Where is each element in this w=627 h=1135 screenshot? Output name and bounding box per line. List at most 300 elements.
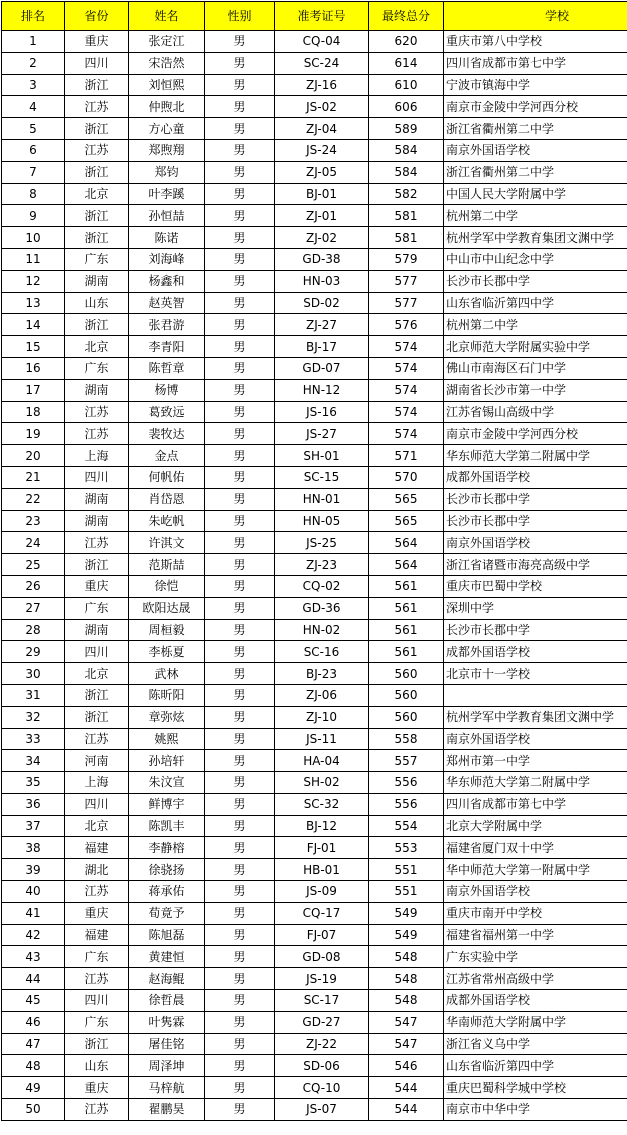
exam-id-cell: ZJ-02 — [275, 227, 369, 249]
score-cell: 548 — [369, 968, 444, 990]
name-cell: 章弥炫 — [129, 706, 205, 728]
name-cell: 徐恺 — [129, 575, 205, 597]
table-row — [2, 205, 627, 227]
exam-id-cell: GD-07 — [275, 357, 369, 379]
table-body — [2, 31, 627, 1121]
rank-cell: 5 — [2, 118, 65, 140]
province-cell: 浙江 — [65, 161, 129, 183]
rank-cell: 50 — [2, 1099, 65, 1121]
exam-id-cell: BJ-23 — [275, 663, 369, 685]
header-school: 学校 — [444, 2, 627, 31]
name-cell: 马梓航 — [129, 1077, 205, 1099]
rank-cell: 22 — [2, 488, 65, 510]
exam-id-cell: JS-27 — [275, 423, 369, 445]
school-cell: 长沙市长郡中学 — [444, 510, 627, 532]
school-cell: 佛山市南海区石门中学 — [444, 357, 627, 379]
exam-id-cell: CQ-04 — [275, 31, 369, 53]
province-cell: 浙江 — [65, 314, 129, 336]
school-cell: 长沙市长郡中学 — [444, 619, 627, 641]
table-row — [2, 532, 627, 554]
school-cell: 南京外国语学校 — [444, 728, 627, 750]
score-cell: 546 — [369, 1055, 444, 1077]
rank-cell: 36 — [2, 793, 65, 815]
ranking-table — [1, 1, 627, 1121]
name-cell: 陈凯丰 — [129, 815, 205, 837]
exam-id-cell: BJ-17 — [275, 336, 369, 358]
rank-cell: 33 — [2, 728, 65, 750]
province-cell: 江苏 — [65, 423, 129, 445]
school-cell: 南京外国语学校 — [444, 881, 627, 903]
name-cell: 仲煦北 — [129, 96, 205, 118]
header-gender: 性别 — [205, 2, 275, 31]
table-row — [2, 161, 627, 183]
table-row — [2, 488, 627, 510]
rank-cell: 14 — [2, 314, 65, 336]
rank-cell: 42 — [2, 924, 65, 946]
rank-cell: 3 — [2, 74, 65, 96]
province-cell: 湖南 — [65, 270, 129, 292]
header-rank: 排名 — [2, 2, 65, 31]
school-cell: 成都外国语学校 — [444, 466, 627, 488]
exam-id-cell: CQ-17 — [275, 902, 369, 924]
rank-cell: 13 — [2, 292, 65, 314]
rank-cell: 10 — [2, 227, 65, 249]
exam-id-cell: ZJ-16 — [275, 74, 369, 96]
table-row — [2, 619, 627, 641]
rank-cell: 35 — [2, 772, 65, 794]
exam-id-cell: HB-01 — [275, 859, 369, 881]
province-cell: 北京 — [65, 663, 129, 685]
rank-cell: 38 — [2, 837, 65, 859]
exam-id-cell: SD-06 — [275, 1055, 369, 1077]
rank-cell: 8 — [2, 183, 65, 205]
score-cell: 574 — [369, 379, 444, 401]
province-cell: 浙江 — [65, 74, 129, 96]
gender-cell: 男 — [205, 881, 275, 903]
table-row — [2, 750, 627, 772]
table-row — [2, 663, 627, 685]
score-cell: 551 — [369, 859, 444, 881]
exam-id-cell: ZJ-01 — [275, 205, 369, 227]
exam-id-cell: GD-27 — [275, 1011, 369, 1033]
table-row — [2, 554, 627, 576]
table-row — [2, 772, 627, 794]
gender-cell: 男 — [205, 772, 275, 794]
gender-cell: 男 — [205, 990, 275, 1012]
rank-cell: 9 — [2, 205, 65, 227]
table-row — [2, 968, 627, 990]
score-cell: 556 — [369, 772, 444, 794]
table-row — [2, 379, 627, 401]
school-cell: 南京市金陵中学河西分校 — [444, 423, 627, 445]
score-cell: 610 — [369, 74, 444, 96]
name-cell: 张君游 — [129, 314, 205, 336]
name-cell: 姚熙 — [129, 728, 205, 750]
name-cell: 葛致远 — [129, 401, 205, 423]
school-cell: 江苏省常州高级中学 — [444, 968, 627, 990]
name-cell: 宋浩然 — [129, 52, 205, 74]
exam-id-cell: SC-24 — [275, 52, 369, 74]
gender-cell: 男 — [205, 859, 275, 881]
province-cell: 四川 — [65, 52, 129, 74]
gender-cell: 男 — [205, 684, 275, 706]
province-cell: 广东 — [65, 946, 129, 968]
province-cell: 江苏 — [65, 881, 129, 903]
province-cell: 广东 — [65, 1011, 129, 1033]
rank-cell: 16 — [2, 357, 65, 379]
table-row — [2, 597, 627, 619]
exam-id-cell: JS-02 — [275, 96, 369, 118]
rank-cell: 20 — [2, 445, 65, 467]
exam-id-cell: SD-02 — [275, 292, 369, 314]
exam-id-cell: ZJ-22 — [275, 1033, 369, 1055]
exam-id-cell: ZJ-05 — [275, 161, 369, 183]
school-cell: 山东省临沂第四中学 — [444, 292, 627, 314]
score-cell: 549 — [369, 902, 444, 924]
school-cell: 杭州第二中学 — [444, 205, 627, 227]
table-row — [2, 946, 627, 968]
score-cell: 547 — [369, 1033, 444, 1055]
school-cell: 南京外国语学校 — [444, 139, 627, 161]
rank-cell: 4 — [2, 96, 65, 118]
score-cell: 549 — [369, 924, 444, 946]
province-cell: 湖北 — [65, 859, 129, 881]
province-cell: 浙江 — [65, 118, 129, 140]
gender-cell: 男 — [205, 292, 275, 314]
name-cell: 朱汶宣 — [129, 772, 205, 794]
name-cell: 蒋承佑 — [129, 881, 205, 903]
school-cell: 长沙市长郡中学 — [444, 270, 627, 292]
score-cell: 565 — [369, 488, 444, 510]
rank-cell: 44 — [2, 968, 65, 990]
school-cell: 福建省厦门双十中学 — [444, 837, 627, 859]
score-cell: 614 — [369, 52, 444, 74]
score-cell: 547 — [369, 1011, 444, 1033]
table-row — [2, 139, 627, 161]
school-cell: 北京市十一学校 — [444, 663, 627, 685]
name-cell: 许淇文 — [129, 532, 205, 554]
table-row — [2, 423, 627, 445]
score-cell: 581 — [369, 227, 444, 249]
province-cell: 上海 — [65, 772, 129, 794]
school-cell: 广东实验中学 — [444, 946, 627, 968]
name-cell: 周桓毅 — [129, 619, 205, 641]
score-cell: 570 — [369, 466, 444, 488]
rank-cell: 39 — [2, 859, 65, 881]
header-province: 省份 — [65, 2, 129, 31]
gender-cell: 男 — [205, 314, 275, 336]
gender-cell: 男 — [205, 641, 275, 663]
gender-cell: 男 — [205, 423, 275, 445]
exam-id-cell: CQ-10 — [275, 1077, 369, 1099]
table-row — [2, 445, 627, 467]
gender-cell: 男 — [205, 161, 275, 183]
rank-cell: 30 — [2, 663, 65, 685]
rank-cell: 15 — [2, 336, 65, 358]
name-cell: 屠佳铭 — [129, 1033, 205, 1055]
school-cell: 深圳中学 — [444, 597, 627, 619]
school-cell: 成都外国语学校 — [444, 990, 627, 1012]
rank-cell: 48 — [2, 1055, 65, 1077]
province-cell: 四川 — [65, 641, 129, 663]
school-cell: 杭州学军中学教育集团文渊中学 — [444, 706, 627, 728]
score-cell: 584 — [369, 139, 444, 161]
school-cell: 北京大学附属中学 — [444, 815, 627, 837]
table-row — [2, 728, 627, 750]
school-cell: 华中师范大学第一附属中学 — [444, 859, 627, 881]
province-cell: 江苏 — [65, 1099, 129, 1121]
rank-cell: 26 — [2, 575, 65, 597]
name-cell: 张定江 — [129, 31, 205, 53]
exam-id-cell: BJ-01 — [275, 183, 369, 205]
name-cell: 杨鑫和 — [129, 270, 205, 292]
gender-cell: 男 — [205, 183, 275, 205]
table-row — [2, 815, 627, 837]
school-cell: 长沙市长郡中学 — [444, 488, 627, 510]
gender-cell: 男 — [205, 902, 275, 924]
school-cell: 四川省成都市第七中学 — [444, 793, 627, 815]
school-cell: 重庆市南开中学校 — [444, 902, 627, 924]
name-cell: 孙恒喆 — [129, 205, 205, 227]
province-cell: 湖南 — [65, 510, 129, 532]
rank-cell: 1 — [2, 31, 65, 53]
table-row — [2, 74, 627, 96]
score-cell: 576 — [369, 314, 444, 336]
school-cell: 南京外国语学校 — [444, 532, 627, 554]
score-cell: 577 — [369, 292, 444, 314]
school-cell: 杭州第二中学 — [444, 314, 627, 336]
table-row — [2, 466, 627, 488]
table-row — [2, 1055, 627, 1077]
name-cell: 叶隽霖 — [129, 1011, 205, 1033]
table-row — [2, 1033, 627, 1055]
name-cell: 刘海峰 — [129, 248, 205, 270]
exam-id-cell: ZJ-27 — [275, 314, 369, 336]
school-cell: 北京师范大学附属实验中学 — [444, 336, 627, 358]
table-row — [2, 401, 627, 423]
gender-cell: 男 — [205, 1033, 275, 1055]
rank-cell: 29 — [2, 641, 65, 663]
score-cell: 561 — [369, 575, 444, 597]
name-cell: 陈哲章 — [129, 357, 205, 379]
exam-id-cell: ZJ-23 — [275, 554, 369, 576]
gender-cell: 男 — [205, 248, 275, 270]
rank-cell: 41 — [2, 902, 65, 924]
name-cell: 郑钧 — [129, 161, 205, 183]
exam-id-cell: JS-16 — [275, 401, 369, 423]
province-cell: 湖南 — [65, 488, 129, 510]
score-cell: 574 — [369, 423, 444, 445]
table-row — [2, 902, 627, 924]
school-cell: 福建省福州第一中学 — [444, 924, 627, 946]
score-cell: 564 — [369, 532, 444, 554]
province-cell: 重庆 — [65, 1077, 129, 1099]
school-cell: 浙江省衢州第二中学 — [444, 161, 627, 183]
school-cell: 华东师范大学第二附属中学 — [444, 772, 627, 794]
school-cell: 重庆市巴蜀中学校 — [444, 575, 627, 597]
rank-cell: 21 — [2, 466, 65, 488]
name-cell: 黄建恒 — [129, 946, 205, 968]
gender-cell: 男 — [205, 532, 275, 554]
school-cell: 宁波市镇海中学 — [444, 74, 627, 96]
province-cell: 重庆 — [65, 575, 129, 597]
score-cell: 548 — [369, 946, 444, 968]
province-cell: 浙江 — [65, 205, 129, 227]
score-cell: 558 — [369, 728, 444, 750]
school-cell: 山东省临沂第四中学 — [444, 1055, 627, 1077]
name-cell: 金点 — [129, 445, 205, 467]
gender-cell: 男 — [205, 466, 275, 488]
school-cell: 重庆市第八中学校 — [444, 31, 627, 53]
gender-cell: 男 — [205, 52, 275, 74]
province-cell: 浙江 — [65, 684, 129, 706]
school-cell: 中山市中山纪念中学 — [444, 248, 627, 270]
school-cell: 浙江省义乌中学 — [444, 1033, 627, 1055]
gender-cell: 男 — [205, 728, 275, 750]
name-cell: 欧阳达晟 — [129, 597, 205, 619]
score-cell: 557 — [369, 750, 444, 772]
score-cell: 574 — [369, 401, 444, 423]
name-cell: 何帆佑 — [129, 466, 205, 488]
rank-cell: 31 — [2, 684, 65, 706]
rank-cell: 37 — [2, 815, 65, 837]
province-cell: 山东 — [65, 292, 129, 314]
score-cell: 544 — [369, 1099, 444, 1121]
header-exam-id: 准考证号 — [275, 2, 369, 31]
header-name: 姓名 — [129, 2, 205, 31]
score-cell: 554 — [369, 815, 444, 837]
score-cell: 551 — [369, 881, 444, 903]
name-cell: 徐哲晨 — [129, 990, 205, 1012]
score-cell: 571 — [369, 445, 444, 467]
gender-cell: 男 — [205, 575, 275, 597]
name-cell: 陈昕阳 — [129, 684, 205, 706]
gender-cell: 男 — [205, 96, 275, 118]
score-cell: 582 — [369, 183, 444, 205]
table-row — [2, 706, 627, 728]
province-cell: 浙江 — [65, 554, 129, 576]
gender-cell: 男 — [205, 1077, 275, 1099]
gender-cell: 男 — [205, 815, 275, 837]
exam-id-cell: HA-04 — [275, 750, 369, 772]
exam-id-cell: ZJ-10 — [275, 706, 369, 728]
exam-id-cell: CQ-02 — [275, 575, 369, 597]
school-cell: 浙江省衢州第二中学 — [444, 118, 627, 140]
score-cell: 620 — [369, 31, 444, 53]
gender-cell: 男 — [205, 1055, 275, 1077]
province-cell: 河南 — [65, 750, 129, 772]
province-cell: 福建 — [65, 837, 129, 859]
score-cell: 579 — [369, 248, 444, 270]
exam-id-cell: FJ-07 — [275, 924, 369, 946]
name-cell: 荀竟予 — [129, 902, 205, 924]
score-cell: 574 — [369, 357, 444, 379]
gender-cell: 男 — [205, 924, 275, 946]
province-cell: 福建 — [65, 924, 129, 946]
province-cell: 山东 — [65, 1055, 129, 1077]
school-cell: 湖南省长沙市第一中学 — [444, 379, 627, 401]
exam-id-cell: HN-12 — [275, 379, 369, 401]
exam-id-cell: SC-17 — [275, 990, 369, 1012]
gender-cell: 男 — [205, 837, 275, 859]
name-cell: 徐骁扬 — [129, 859, 205, 881]
score-cell: 561 — [369, 641, 444, 663]
exam-id-cell: GD-38 — [275, 248, 369, 270]
rank-cell: 11 — [2, 248, 65, 270]
rank-cell: 18 — [2, 401, 65, 423]
name-cell: 郑煦翔 — [129, 139, 205, 161]
table-row — [2, 924, 627, 946]
exam-id-cell: ZJ-04 — [275, 118, 369, 140]
rank-cell: 49 — [2, 1077, 65, 1099]
gender-cell: 男 — [205, 31, 275, 53]
gender-cell: 男 — [205, 663, 275, 685]
province-cell: 湖南 — [65, 619, 129, 641]
score-cell: 581 — [369, 205, 444, 227]
exam-id-cell: JS-11 — [275, 728, 369, 750]
table-row — [2, 575, 627, 597]
score-cell: 556 — [369, 793, 444, 815]
school-cell: 南京市中华中学 — [444, 1099, 627, 1121]
table-row — [2, 336, 627, 358]
rank-cell: 32 — [2, 706, 65, 728]
province-cell: 重庆 — [65, 31, 129, 53]
rank-cell: 7 — [2, 161, 65, 183]
name-cell: 陈诺 — [129, 227, 205, 249]
school-cell: 中国人民大学附属中学 — [444, 183, 627, 205]
table-row — [2, 510, 627, 532]
rank-cell: 47 — [2, 1033, 65, 1055]
table-row — [2, 292, 627, 314]
score-cell: 565 — [369, 510, 444, 532]
gender-cell: 男 — [205, 554, 275, 576]
table-row — [2, 859, 627, 881]
score-cell: 589 — [369, 118, 444, 140]
rank-cell: 6 — [2, 139, 65, 161]
province-cell: 江苏 — [65, 401, 129, 423]
gender-cell: 男 — [205, 74, 275, 96]
name-cell: 鲜博宇 — [129, 793, 205, 815]
exam-id-cell: GD-08 — [275, 946, 369, 968]
table-row — [2, 990, 627, 1012]
exam-id-cell: SC-16 — [275, 641, 369, 663]
table-row — [2, 96, 627, 118]
score-cell: 548 — [369, 990, 444, 1012]
school-cell: 江苏省锡山高级中学 — [444, 401, 627, 423]
exam-id-cell: HN-05 — [275, 510, 369, 532]
score-cell: 574 — [369, 336, 444, 358]
school-cell: 杭州学军中学教育集团文渊中学 — [444, 227, 627, 249]
province-cell: 广东 — [65, 248, 129, 270]
province-cell: 浙江 — [65, 1033, 129, 1055]
table-row — [2, 881, 627, 903]
school-cell: 重庆巴蜀科学城中学校 — [444, 1077, 627, 1099]
gender-cell: 男 — [205, 227, 275, 249]
rank-cell: 34 — [2, 750, 65, 772]
gender-cell: 男 — [205, 401, 275, 423]
header-total-score: 最终总分 — [369, 2, 444, 31]
gender-cell: 男 — [205, 597, 275, 619]
exam-id-cell: BJ-12 — [275, 815, 369, 837]
score-cell: 561 — [369, 619, 444, 641]
gender-cell: 男 — [205, 1011, 275, 1033]
rank-cell: 46 — [2, 1011, 65, 1033]
gender-cell: 男 — [205, 488, 275, 510]
rank-cell: 24 — [2, 532, 65, 554]
gender-cell: 男 — [205, 205, 275, 227]
province-cell: 北京 — [65, 183, 129, 205]
gender-cell: 男 — [205, 139, 275, 161]
